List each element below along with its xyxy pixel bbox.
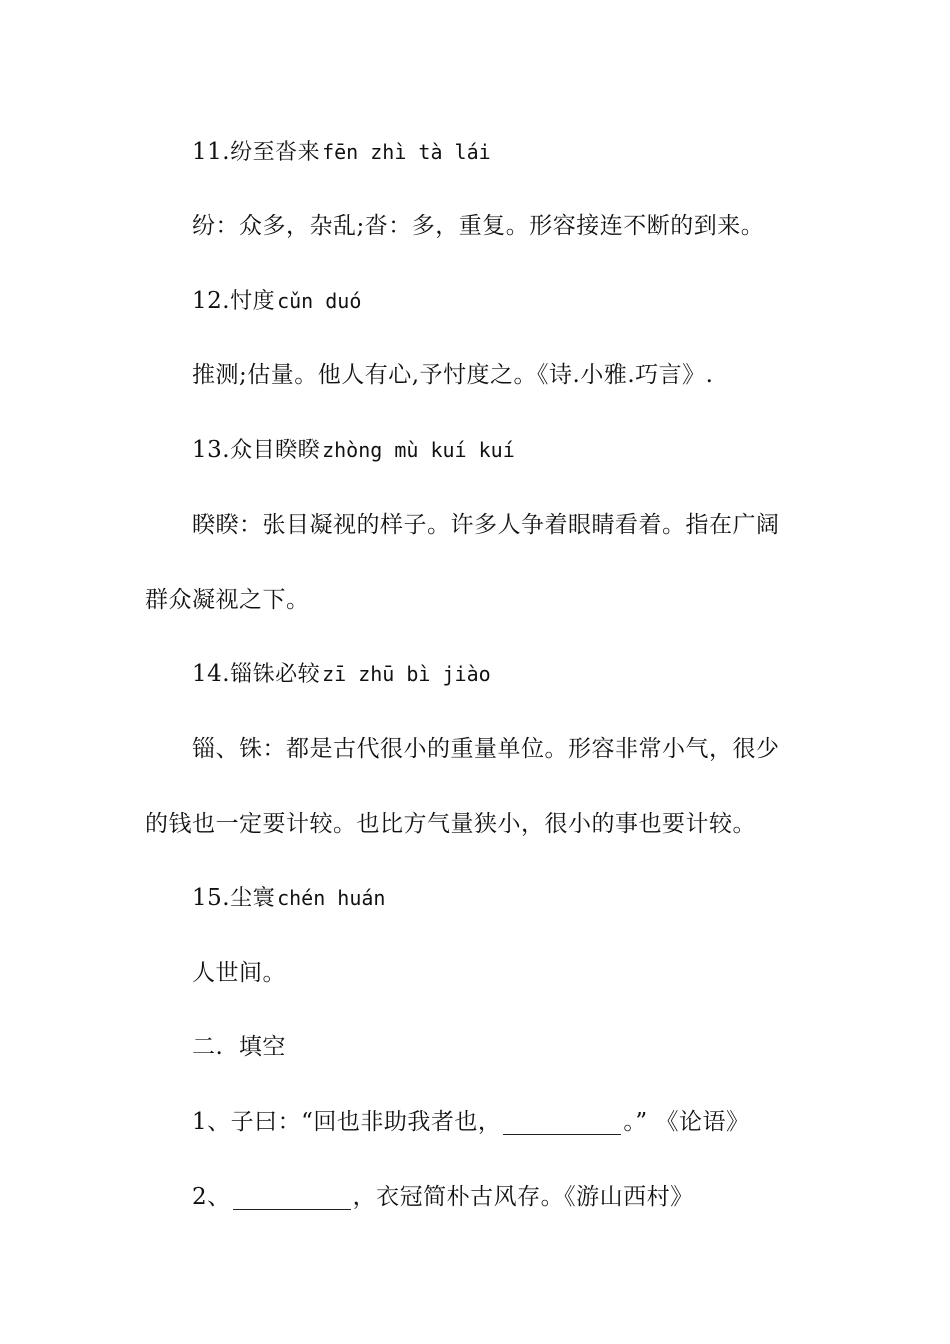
- blank-line[interactable]: [233, 1181, 351, 1210]
- entry-term: 尘寰: [230, 886, 276, 911]
- entry-number: 15.: [192, 885, 231, 911]
- entry-term: 纷至沓来: [230, 140, 321, 165]
- entry-14-definition-line2: 的钱也一定要计较。也比方气量狭小，很小的事也要计较。: [145, 811, 756, 837]
- entry-11-definition: 纷：众多，杂乱;沓：多，重复。形容接连不断的到来。: [192, 213, 765, 239]
- fill-blank-suffix: ，衣冠简朴古风存。《游山西村》: [352, 1184, 694, 1210]
- blank-line[interactable]: [503, 1106, 621, 1135]
- entry-pinyin: zī zhū bì jiào: [322, 662, 491, 686]
- entry-12-definition: 推测;估量。他人有心,予忖度之。《诗.小雅.巧言》.: [192, 362, 714, 388]
- section-heading: 二. 填空: [192, 1034, 286, 1060]
- entry-15-definition: 人世间。: [192, 960, 286, 986]
- fill-blank-1: [192, 1102, 815, 1142]
- entry-13-definition-line2: 群众凝视之下。: [145, 587, 310, 613]
- entry-11-heading: [192, 132, 815, 172]
- entry-14-definition-line1: 锱、铢：都是古代很小的重量单位。形容非常小气，很少: [192, 736, 780, 762]
- entry-term: 忖度: [230, 289, 276, 314]
- fill-blank-suffix: 。” 《论语》: [623, 1109, 750, 1135]
- entry-number: 13.: [192, 437, 231, 463]
- entry-13-definition-line1: 睽睽：张目凝视的样子。许多人争着眼睛看着。指在广阔: [192, 512, 780, 538]
- entry-number: 11.: [192, 139, 231, 165]
- fill-blank-prefix: 2、: [192, 1184, 231, 1210]
- entry-12-heading: [192, 281, 815, 321]
- entry-number: 14.: [192, 661, 231, 687]
- entry-pinyin: chén huán: [277, 886, 386, 910]
- entry-pinyin: zhòng mù kuí kuí: [322, 438, 515, 462]
- fill-blank-2: [192, 1177, 815, 1217]
- entry-pinyin: cǔn duó: [277, 289, 362, 313]
- entry-pinyin: fēn zhì tà lái: [322, 140, 491, 164]
- fill-blank-prefix: 1、子曰：“回也非助我者也，: [192, 1109, 502, 1135]
- entry-term: 众目睽睽: [230, 438, 321, 463]
- entry-term: 锱铢必较: [230, 662, 321, 687]
- entry-15-heading: [192, 878, 815, 918]
- entry-number: 12.: [192, 288, 231, 314]
- entry-13-heading: [192, 430, 815, 470]
- entry-14-heading: [192, 654, 815, 694]
